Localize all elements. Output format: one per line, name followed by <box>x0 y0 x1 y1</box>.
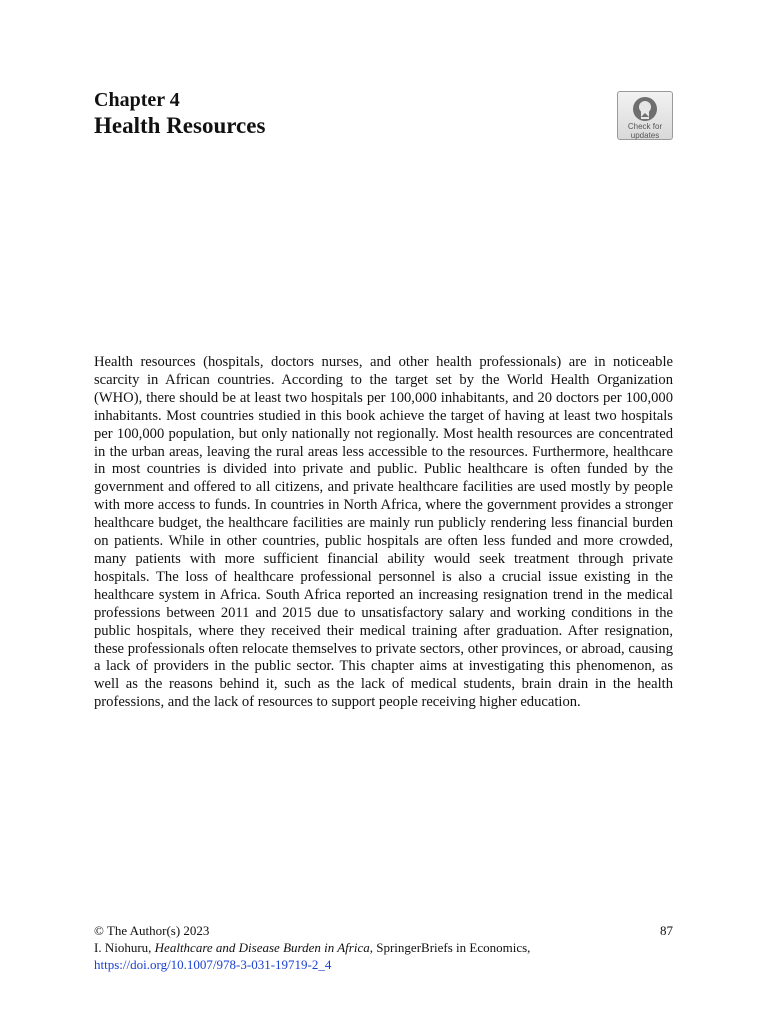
chapter-title: Health Resources <box>94 113 266 138</box>
badge-text-line2: updates <box>630 131 660 140</box>
chapter-header <box>94 88 265 140</box>
page-number: 87 <box>660 923 673 938</box>
check-for-updates-badge[interactable] <box>617 91 673 140</box>
citation-suffix: , SpringerBriefs in Economics, <box>369 940 531 955</box>
body-paragraph: Health resources (hospitals, doctors nurses, and other health professionals) are in noticeable scarcity in African countries. According to the target set by the World Health Organization (WHO), there should be at least two hospitals per 100,000 inhabitants, and 20 doctors per 100,000 inhabitants. Most countries studied in this book achieve the target of having at least two hospitals per 100,000 population, but only nationally not regionally. Most health resources are concentrated in the urban areas, leaving the rural areas less accessible to the resources. Furthermore, healthcare in most countries is divided into private and public. Public healthcare is often funded by the government and offered to all citizens, and private healthcare facilities are used mostly by people with more access to funds. In countries in North Africa, where the government provides a stronger healthcare budget, the healthcare facilities are mainly run publicly rendering less financial burden on patients. While in other countries, public hospitals are often less funded and more crowded, many patients with more sufficient financial ability would seek treatment through private hospitals. The loss of healthcare professional personnel is also a crucial issue existing in the healthcare system in Africa. South Africa reported an increasing resignation trend in the medical professions between 2011 and 2015 due to unsatisfactory salary and working conditions in the public hospitals, where they received their medical training after graduation. After resignation, these professionals often relocate themselves to private sectors, other provinces, or abroad, causing a lack of providers in the public sector. This chapter aims at investigating this phenomenon, as well as the reasons behind it, such as the lack of medical students, brain drain in the health professions, and the lack of resources to support people receiving higher education. <box>94 354 673 711</box>
doi-link[interactable]: https://doi.org/10.1007/978-3-031-19719-2_4 <box>94 957 332 972</box>
citation-book-title: Healthcare and Disease Burden in Africa <box>154 940 370 955</box>
citation-prefix: I. Niohuru, <box>94 940 155 955</box>
badge-text-line1: Check for <box>627 122 663 131</box>
footer <box>94 922 673 973</box>
copyright-notice: © The Author(s) 2023 <box>94 923 210 938</box>
citation <box>94 939 673 956</box>
check-for-updates-icon <box>632 96 658 122</box>
footer-top-row <box>94 922 673 939</box>
chapter-label: Chapter 4 <box>94 89 180 111</box>
